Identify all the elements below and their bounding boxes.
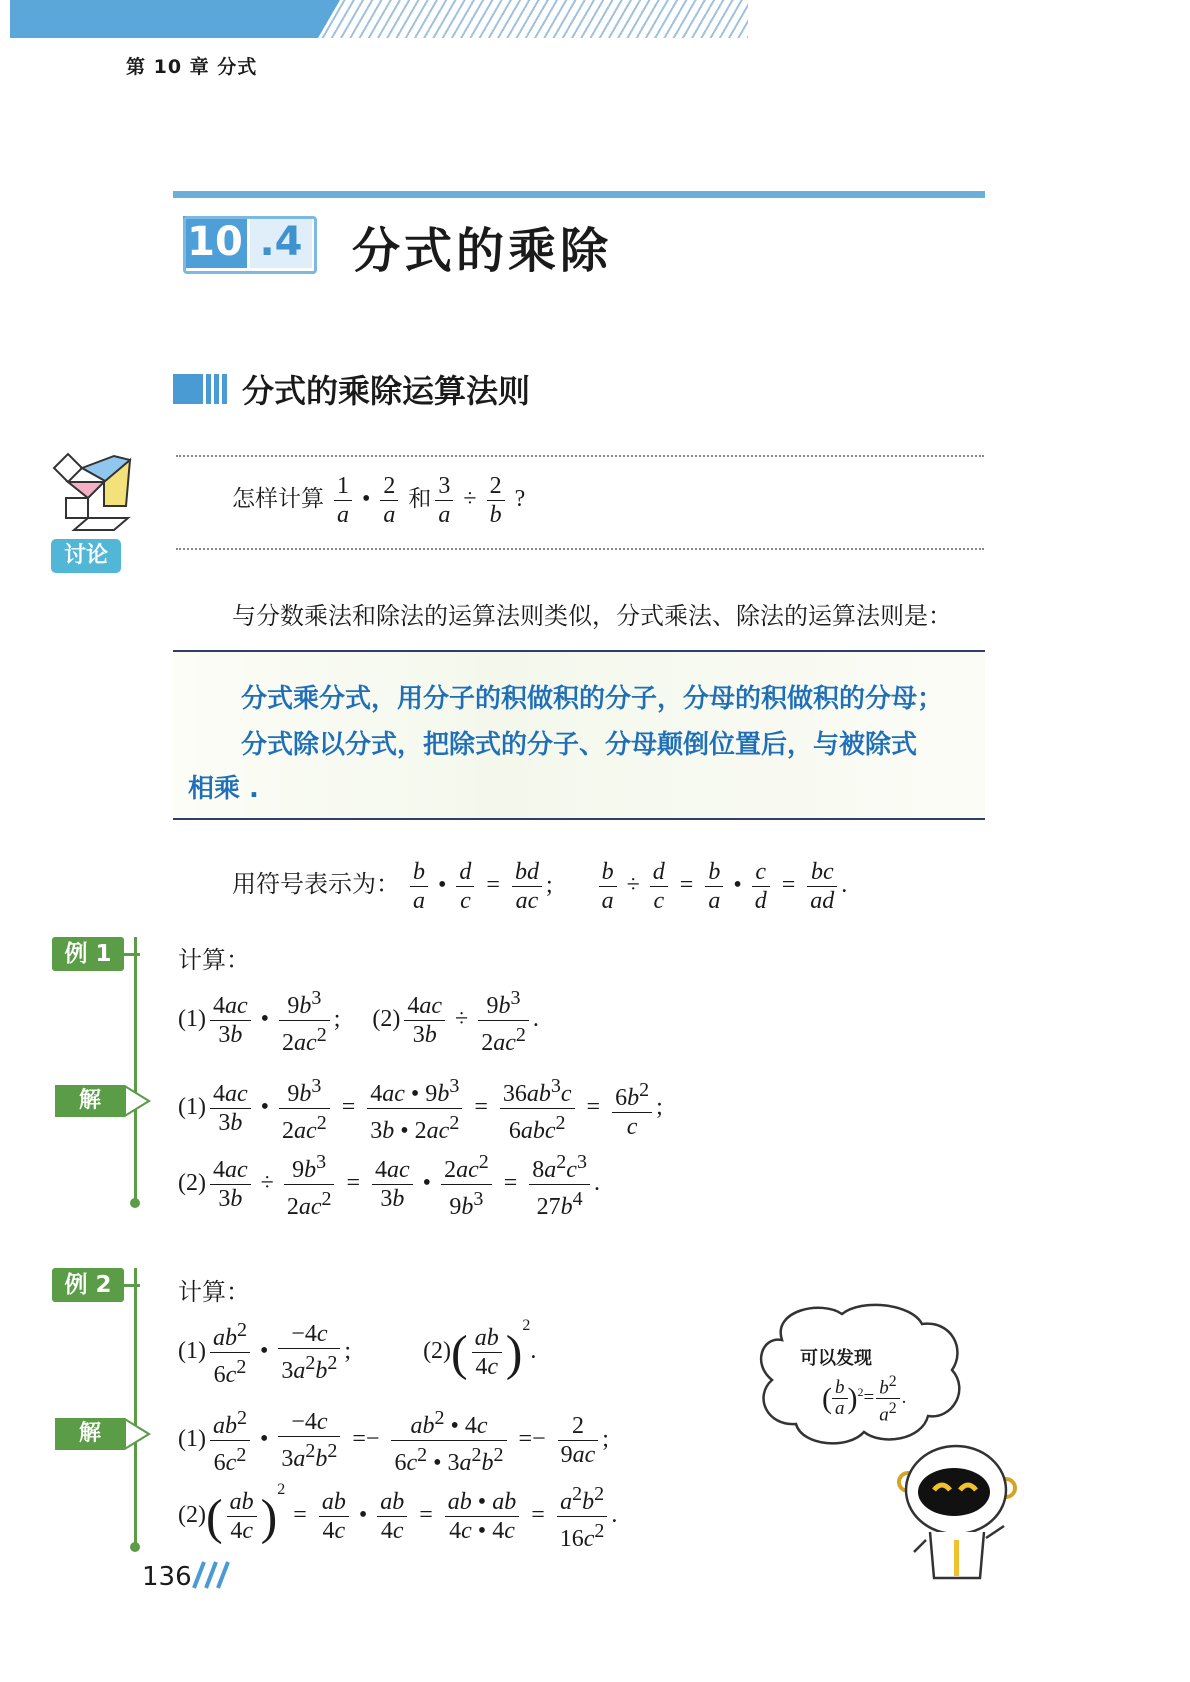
subsection-marker-stripe <box>206 374 211 404</box>
fraction: $\frac{ab}{4c}$ <box>377 1488 407 1545</box>
fraction: $\frac{bc}{ad}$ <box>807 858 837 915</box>
bubble-formula: ( $\frac{b}{a}$ )$^2$= $\frac{b^2}{a^2}$ . <box>822 1373 907 1426</box>
fraction: $\frac{ab^2}{6c^2}$ <box>210 1316 250 1389</box>
fraction: $\frac{6b^2}{c}$ <box>612 1076 652 1141</box>
question-prefix: 怎样计算 <box>232 486 324 513</box>
solution-arrow-inner <box>126 1088 147 1114</box>
fraction: $\frac{c}{d}$ <box>752 858 770 915</box>
example-2-label: 例 2 <box>52 1268 124 1302</box>
header-band-edge <box>318 0 340 38</box>
fraction: $\frac{2}{b}$ <box>487 472 505 529</box>
example-1-problems: (1) $\frac{4ac}{3b}$ • $\frac{9b^3}{2ac^2}$ ; (2) $\frac{4ac}{3b}$ ÷ $\frac{9b^3}{2ac^2}$ . <box>178 984 539 1057</box>
example-2-connector <box>124 1284 140 1287</box>
fraction: $\frac{8a^2c^3}{27b^4}$ <box>529 1148 590 1221</box>
fraction: $\frac{4ac}{3b}$ <box>210 992 251 1049</box>
fraction: $\frac{9b^3}{2ac^2}$ <box>284 1148 335 1221</box>
discussion-question: 怎样计算 $\frac{1}{a}$ • $\frac{2}{a}$ 和 $\frac{3}{a}$ ÷ $\frac{2}{b}$ ? <box>232 473 526 528</box>
fraction: $\frac{ab}{4c}$ <box>472 1324 502 1381</box>
fraction: $\frac{4ac}{3b}$ <box>210 1080 251 1137</box>
subsection-marker-stripe <box>222 374 227 404</box>
symbolic-prefix: 用符号表示为： <box>232 870 400 899</box>
fraction: $\frac{4ac}{3b}$ <box>404 992 445 1049</box>
subsection-marker-stripe <box>214 374 219 404</box>
section-number-frame <box>183 216 317 274</box>
fraction: $\frac{36ab^3c}{6abc^2}$ <box>500 1072 575 1145</box>
discussion-bottom-border <box>176 548 984 550</box>
symbolic-formula: 用符号表示为： $\frac{b}{a}$ • $\frac{d}{c}$ = $\frac{bd}{ac}$ ; $\frac{b}{a}$ ÷ $\frac{d}{c}$ = $\frac{b}{a}$ • $\frac{c}{d}$ = $\frac{bc}{ad}$ . <box>232 859 848 914</box>
fraction: $\frac{ab}{4c}$ <box>227 1488 257 1545</box>
fraction: $\frac{ab • ab}{4c • 4c}$ <box>445 1488 519 1545</box>
rule-multiplication: 分式乘分式，用分子的积做积的分子，分母的积做积的分母； <box>241 684 944 714</box>
fraction: $\frac{bd}{ac}$ <box>512 858 542 915</box>
robot-mascot-icon <box>880 1440 1040 1590</box>
example-1-solution-label: 解 <box>55 1085 125 1117</box>
fraction: $\frac{b}{a}$ <box>832 1378 848 1419</box>
intro-text: 与分数乘法和除法的运算法则类似，分式乘法、除法的运算法则是： <box>232 602 952 630</box>
fraction: $\frac{b^2}{a^2}$ <box>876 1372 899 1426</box>
example-1-end-dot <box>130 1198 140 1208</box>
subsection-title: 分式的乘除运算法则 <box>242 372 531 410</box>
example-2-solution-2: (2)( $\frac{ab}{4c}$ )$^2$= $\frac{ab}{4c}$ • $\frac{ab}{4c}$ = $\frac{ab • ab}{4c • 4c}$ = $\frac{a^2b^2}{16c^2}$ . <box>178 1481 618 1552</box>
fraction: $\frac{9b^3}{2ac^2}$ <box>279 1072 330 1145</box>
example-2-prompt: 计算： <box>178 1278 250 1306</box>
example-1-label: 例 1 <box>52 937 124 971</box>
fraction: $\frac{b}{a}$ <box>599 858 617 915</box>
fraction: $\frac{-4c}{3a^2b^2}$ <box>278 1320 340 1385</box>
discussion-icon <box>44 446 134 534</box>
example-1-connector <box>124 953 140 956</box>
rule-division-cont: 相乘 . <box>188 774 259 804</box>
rule-box-bottom <box>173 818 985 820</box>
fraction: $\frac{1}{a}$ <box>334 472 352 529</box>
example-1-prompt: 计算： <box>178 946 250 974</box>
fraction: $\frac{4ac}{3b}$ <box>210 1156 251 1213</box>
example-2-solution-label: 解 <box>55 1418 125 1450</box>
fraction: $\frac{ab^2 • 4c}{6c^2 • 3a^2b^2}$ <box>391 1404 506 1477</box>
fraction: $\frac{ab}{4c}$ <box>319 1488 349 1545</box>
and-word: 和 <box>408 486 432 513</box>
fraction: $\frac{d}{c}$ <box>456 858 474 915</box>
chapter-heading: 第 10 章 分式 <box>126 56 258 78</box>
section-title: 分式的乘除 <box>352 223 613 279</box>
section-number-major: 10 <box>183 216 247 268</box>
fraction: $\frac{9b^3}{2ac^2}$ <box>279 984 330 1057</box>
fraction: $\frac{2}{a}$ <box>380 472 398 529</box>
example-2-problems: (1) $\frac{ab^2}{6c^2}$ • $\frac{-4c}{3a^2b^2}$ ; (2)( $\frac{ab}{4c}$ )$^2$. <box>178 1317 537 1388</box>
solution-arrow-inner <box>126 1421 147 1447</box>
fraction: $\frac{a^2b^2}{16c^2}$ <box>557 1480 608 1553</box>
example-1-timeline <box>134 937 137 1203</box>
page-number: 136 <box>142 1562 192 1592</box>
example-2-timeline <box>134 1268 137 1546</box>
rule-box-top <box>173 650 985 652</box>
fraction: $\frac{9b^3}{2ac^2}$ <box>478 984 529 1057</box>
fraction: $\frac{4ac • 9b^3}{3b • 2ac^2}$ <box>367 1072 462 1145</box>
fraction: $\frac{4ac}{3b}$ <box>372 1156 413 1213</box>
page-number-slashes <box>186 1560 230 1590</box>
header-stripes <box>318 0 748 38</box>
discussion-top-border <box>176 455 984 457</box>
fraction: $\frac{-4c}{3a^2b^2}$ <box>278 1408 340 1473</box>
section-rule <box>173 191 985 198</box>
fraction: $\frac{d}{c}$ <box>650 858 668 915</box>
fraction: $\frac{ab^2}{6c^2}$ <box>210 1404 250 1477</box>
example-1-solution-2: (2) $\frac{4ac}{3b}$ ÷ $\frac{9b^3}{2ac^2}$ = $\frac{4ac}{3b}$ • $\frac{2ac^2}{9b^3}$ = $\frac{8a^2c^3}{27b^4}$ . <box>178 1148 600 1221</box>
fraction: $\frac{b}{a}$ <box>705 858 723 915</box>
example-2-solution-1: (1) $\frac{ab^2}{6c^2}$ • $\frac{-4c}{3a^2b^2}$ =− $\frac{ab^2 • 4c}{6c^2 • 3a^2b^2}$ =− $\frac{2}{9ac}$ ; <box>178 1404 609 1477</box>
header-band <box>10 0 342 38</box>
fraction: $\frac{b}{a}$ <box>410 858 428 915</box>
subsection-marker <box>173 374 203 404</box>
example-1-solution-1: (1) $\frac{4ac}{3b}$ • $\frac{9b^3}{2ac^2}$ = $\frac{4ac • 9b^3}{3b • 2ac^2}$ = $\frac{36ab^3c}{6abc^2}$ = $\frac{6b^2}{c}$ ; <box>178 1072 663 1145</box>
bubble-text: 可以发现 <box>800 1348 872 1369</box>
section-number-minor: .4 <box>250 216 312 268</box>
example-2-end-dot <box>130 1542 140 1552</box>
discussion-label: 讨论 <box>51 539 121 573</box>
fraction: $\frac{2ac^2}{9b^3}$ <box>441 1148 492 1221</box>
fraction: $\frac{3}{a}$ <box>435 472 453 529</box>
rule-division: 分式除以分式，把除式的分子、分母颠倒位置后，与被除式 <box>241 730 918 760</box>
question-mark: ? <box>514 486 526 513</box>
fraction: $\frac{2}{9ac}$ <box>558 1412 599 1469</box>
